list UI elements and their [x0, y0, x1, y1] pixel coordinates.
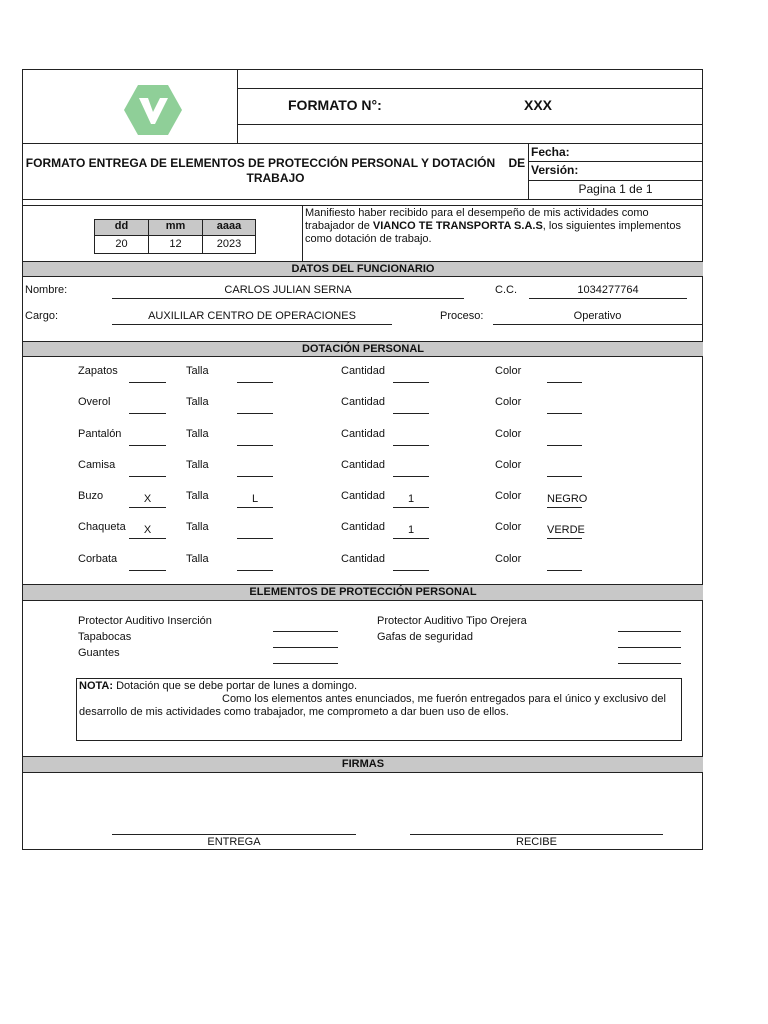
talla-field[interactable] — [237, 555, 273, 571]
item-name: Overol — [78, 396, 111, 408]
color-label: Color — [495, 490, 522, 502]
pagina-text: Pagina 1 de 1 — [578, 182, 653, 196]
date-header-aaaa: aaaa — [202, 219, 256, 236]
cantidad-field[interactable]: 1 — [393, 523, 429, 539]
company-name: VIANCO TE TRANSPORTA S.A.S — [372, 220, 543, 232]
cantidad-label: Cantidad — [341, 490, 386, 502]
manifiesto-part: , los siguientes implementos como dotación de trabajo. — [305, 220, 681, 245]
dotacion-row — [0, 490, 768, 512]
color-field[interactable]: NEGRO — [547, 492, 582, 508]
color-label: Color — [495, 428, 522, 440]
item-name: Zapatos — [78, 365, 118, 377]
dotacion-row — [0, 428, 768, 450]
nombre-label: Nombre: — [25, 284, 68, 296]
title-rule — [528, 180, 703, 181]
epp-field-line[interactable] — [618, 631, 681, 632]
recibe-signature-line[interactable] — [410, 834, 663, 835]
color-field[interactable] — [547, 398, 582, 414]
color-label: Color — [495, 365, 522, 377]
color-field[interactable] — [547, 367, 582, 383]
item-name: Pantalón — [78, 428, 122, 440]
item-name: Camisa — [78, 459, 116, 471]
cantidad-label: Cantidad — [341, 521, 386, 533]
epp-item: Protector Auditivo Inserción — [78, 615, 212, 627]
form-title-line: FORMATO ENTREGA DE ELEMENTOS DE PROTECCIÓN PERSONAL Y DOTACIÓN DE — [25, 156, 526, 170]
nota-box — [76, 678, 682, 741]
manifiesto-divider — [302, 205, 303, 261]
color-field[interactable] — [547, 555, 582, 571]
cantidad-label: Cantidad — [341, 459, 386, 471]
item-mark-field[interactable] — [129, 398, 166, 414]
cantidad-field[interactable] — [393, 430, 429, 446]
recibe-label: RECIBE — [516, 836, 557, 848]
title-rule — [528, 161, 703, 162]
header-divider — [237, 69, 238, 143]
cantidad-field[interactable]: 1 — [393, 492, 429, 508]
date-value-mm: 12 — [148, 235, 203, 254]
epp-field-line[interactable] — [618, 647, 681, 648]
talla-label: Talla — [186, 521, 209, 533]
dotacion-row — [0, 459, 768, 481]
company-logo — [123, 84, 183, 136]
date-header-dd: dd — [94, 219, 149, 236]
dotacion-row — [0, 365, 768, 387]
date-value-dd: 20 — [94, 235, 149, 254]
item-name: Buzo — [78, 490, 104, 502]
color-field[interactable] — [547, 430, 582, 446]
form-title — [24, 156, 527, 186]
manifiesto-text — [305, 207, 701, 246]
color-field[interactable] — [547, 461, 582, 477]
cantidad-label: Cantidad — [341, 365, 386, 377]
talla-field[interactable]: L — [237, 492, 273, 508]
cc-label: C.C. — [495, 284, 517, 296]
dotacion-row — [0, 521, 768, 543]
cc-field[interactable]: 1034277764 — [529, 283, 687, 299]
proceso-label: Proceso: — [440, 310, 484, 322]
talla-label: Talla — [186, 365, 209, 377]
talla-label: Talla — [186, 428, 209, 440]
talla-label: Talla — [186, 396, 209, 408]
item-mark-field[interactable] — [129, 430, 166, 446]
color-label: Color — [495, 396, 522, 408]
item-mark-field[interactable]: X — [129, 492, 166, 508]
title-rule — [22, 205, 703, 206]
cantidad-field[interactable] — [393, 398, 429, 414]
entrega-signature-line[interactable] — [112, 834, 356, 835]
epp-item: Gafas de seguridad — [377, 631, 474, 643]
proceso-field[interactable]: Operativo — [493, 309, 702, 325]
section-dotacion: DOTACIÓN PERSONAL — [23, 341, 703, 357]
manifiesto-part: Manifiesto haber recibido para el desempeño de mis actividades como trabajador de — [305, 207, 649, 232]
epp-item: Guantes — [78, 647, 120, 659]
item-mark-field[interactable] — [129, 555, 166, 571]
talla-field[interactable] — [237, 367, 273, 383]
date-value-aaaa: 2023 — [202, 235, 256, 254]
cantidad-label: Cantidad — [341, 396, 386, 408]
talla-field[interactable] — [237, 461, 273, 477]
talla-label: Talla — [186, 459, 209, 471]
epp-field-line[interactable] — [273, 631, 338, 632]
header-rule — [237, 124, 703, 125]
entrega-label: ENTREGA — [207, 836, 261, 848]
item-name: Corbata — [78, 553, 118, 565]
color-label: Color — [495, 459, 522, 471]
version-label: Versión: — [531, 163, 579, 177]
fecha-label: Fecha: — [531, 145, 570, 159]
cantidad-field[interactable] — [393, 367, 429, 383]
nota-line: Dotación que se debe portar de lunes a domingo. — [113, 680, 358, 692]
dotacion-row — [0, 396, 768, 418]
section-datos-funcionario: DATOS DEL FUNCIONARIO — [23, 261, 703, 277]
color-label: Color — [495, 521, 522, 533]
nota-line: Como los elementos antes enunciados, me fuerón entregados para el único y exclusivo del desarrollo de mis actividades como trabajador, me comprometo a dar buen uso de ellos. — [79, 693, 666, 718]
formato-label: FORMATO N°: — [288, 97, 382, 113]
item-mark-field[interactable] — [129, 367, 166, 383]
nombre-field[interactable]: CARLOS JULIAN SERNA — [112, 283, 464, 299]
dotacion-row — [0, 553, 768, 575]
section-epp: ELEMENTOS DE PROTECCIÓN PERSONAL — [23, 584, 703, 601]
epp-item: Protector Auditivo Tipo Orejera — [377, 615, 527, 627]
talla-field[interactable] — [237, 398, 273, 414]
epp-item: Tapabocas — [78, 631, 132, 643]
date-header-mm: mm — [148, 219, 203, 236]
talla-field[interactable] — [237, 523, 273, 539]
cantidad-label: Cantidad — [341, 428, 386, 440]
item-mark-field[interactable]: X — [129, 523, 166, 539]
epp-field-line[interactable] — [273, 647, 338, 648]
nota-label: NOTA: — [79, 680, 114, 692]
title-rule — [22, 199, 703, 200]
talla-label: Talla — [186, 553, 209, 565]
formato-value: XXX — [524, 97, 553, 113]
cantidad-field[interactable] — [393, 555, 429, 571]
header-rule — [237, 88, 703, 89]
epp-field-line[interactable] — [273, 663, 338, 664]
cantidad-field[interactable] — [393, 461, 429, 477]
cantidad-label: Cantidad — [341, 553, 386, 565]
epp-field-line[interactable] — [618, 663, 681, 664]
header-rule — [22, 143, 703, 144]
cargo-label: Cargo: — [25, 310, 59, 322]
talla-label: Talla — [186, 490, 209, 502]
section-firmas: FIRMAS — [23, 756, 703, 773]
logo-hexagon-icon — [123, 84, 183, 136]
item-name: Chaqueta — [78, 521, 126, 533]
talla-field[interactable] — [237, 430, 273, 446]
item-mark-field[interactable] — [129, 461, 166, 477]
color-label: Color — [495, 553, 522, 565]
color-field[interactable]: VERDE — [547, 523, 582, 539]
cargo-field[interactable]: AUXILILAR CENTRO DE OPERACIONES — [112, 309, 392, 325]
form-title-line: TRABAJO — [246, 171, 305, 185]
